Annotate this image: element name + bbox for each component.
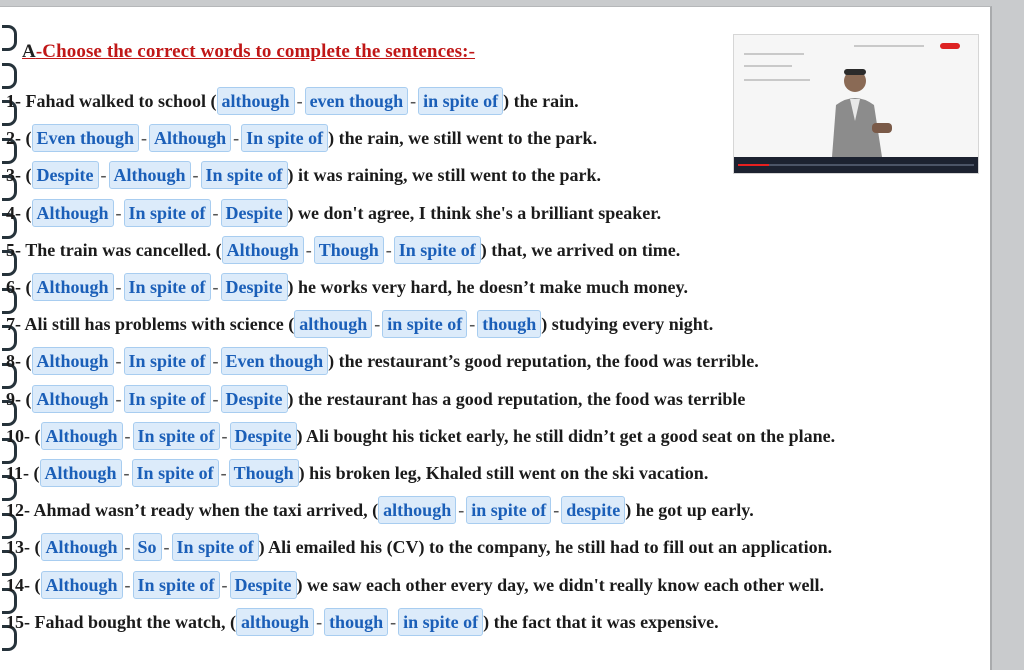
- answer-option[interactable]: in spite of: [466, 496, 551, 524]
- answer-option[interactable]: though: [324, 608, 388, 636]
- answer-option[interactable]: Despite: [230, 422, 297, 450]
- option-separator: -: [305, 239, 312, 260]
- question-text-after: ) he got up early.: [625, 500, 754, 521]
- video-progress-bar[interactable]: [738, 164, 974, 166]
- option-separator: -: [124, 425, 131, 446]
- answer-option[interactable]: Even though: [32, 124, 140, 152]
- question-number: 12-: [6, 500, 30, 521]
- option-separator: -: [553, 500, 560, 521]
- question-text-after: ) Ali bought his ticket early, he still didn’t get a good seat on the plane.: [296, 425, 836, 446]
- answer-option[interactable]: Despite: [221, 385, 288, 413]
- question-number: 1-: [6, 91, 21, 111]
- option-separator: -: [233, 128, 240, 149]
- question-row: [6, 86, 579, 116]
- option-separator: -: [141, 128, 148, 149]
- option-separator: -: [469, 314, 476, 335]
- teacher-figure: [734, 35, 978, 157]
- video-played-fill: [738, 164, 769, 166]
- option-separator: -: [212, 202, 219, 223]
- answer-option[interactable]: although: [236, 608, 314, 636]
- question-row: [6, 384, 745, 414]
- question-text-before: (: [34, 537, 41, 558]
- question-text-before: (: [25, 165, 32, 186]
- option-separator: -: [221, 425, 228, 446]
- question-number: 6-: [6, 277, 21, 297]
- answer-option[interactable]: In spite of: [124, 385, 211, 413]
- answer-option[interactable]: Although: [32, 385, 114, 413]
- answer-option[interactable]: Despite: [221, 273, 288, 301]
- option-separator: -: [123, 463, 130, 483]
- answer-option[interactable]: Even though: [221, 347, 329, 375]
- option-separator: -: [374, 314, 381, 335]
- whiteboard-image: [734, 35, 978, 157]
- question-text-before: Ahmad wasn’t ready when the taxi arrived, (: [33, 500, 379, 521]
- question-text-after: ) it was raining, we still went to the park.: [287, 165, 602, 186]
- question-number: 9-: [6, 388, 21, 409]
- answer-option[interactable]: In spite of: [132, 459, 219, 487]
- question-text-after: ) he works very hard, he doesn’t make much money.: [287, 277, 689, 297]
- option-separator: -: [115, 351, 122, 372]
- exercise-heading: [22, 41, 475, 63]
- answer-option[interactable]: Although: [41, 533, 123, 561]
- question-number: 7-: [6, 314, 21, 335]
- answer-option[interactable]: So: [133, 533, 162, 561]
- question-number: 13-: [6, 537, 30, 558]
- question-row: [6, 346, 759, 376]
- question-text-before: (: [25, 351, 32, 372]
- question-number: 8-: [6, 351, 21, 372]
- question-text-after: ) the restaurant’s good reputation, the food was terrible.: [328, 351, 759, 372]
- question-text-after: ) we don't agree, I think she's a brilliant speaker.: [287, 202, 662, 223]
- answer-option[interactable]: Although: [32, 273, 114, 301]
- answer-option[interactable]: Although: [41, 422, 123, 450]
- question-text-after: ) the restaurant has a good reputation, the food was terrible: [287, 388, 746, 409]
- exercise-instruction: -Choose the correct words to complete the sentences:-: [35, 41, 476, 62]
- question-text-after: ) the rain.: [503, 91, 579, 111]
- question-row: [6, 607, 719, 637]
- option-separator: -: [115, 202, 122, 223]
- question-text-before: (: [34, 574, 41, 595]
- question-text-after: ) we saw each other every day, we didn't really know each other well.: [296, 574, 824, 595]
- answer-option[interactable]: In spite of: [201, 161, 288, 189]
- answer-option[interactable]: Although: [32, 199, 114, 227]
- answer-option[interactable]: although: [217, 87, 295, 115]
- question-text-before: (: [34, 425, 41, 446]
- answer-option[interactable]: Although: [149, 124, 231, 152]
- video-control-bar[interactable]: [734, 157, 978, 173]
- option-separator: -: [100, 165, 107, 186]
- answer-option[interactable]: In spite of: [172, 533, 259, 561]
- answer-option[interactable]: In spite of: [124, 199, 211, 227]
- answer-option[interactable]: despite: [561, 496, 625, 524]
- answer-option[interactable]: In spite of: [124, 347, 211, 375]
- question-text-before: Fahad walked to school (: [25, 91, 217, 111]
- question-row: [6, 495, 754, 525]
- question-text-after: ) that, we arrived on time.: [480, 239, 681, 260]
- question-text-before: (: [25, 388, 32, 409]
- option-separator: -: [221, 574, 228, 595]
- question-row: [6, 160, 601, 190]
- answer-option[interactable]: Although: [222, 236, 304, 264]
- question-number: 15-: [6, 611, 30, 632]
- answer-option[interactable]: Although: [32, 347, 114, 375]
- answer-option[interactable]: In spite of: [124, 273, 211, 301]
- worksheet-page: [0, 6, 992, 670]
- option-separator: -: [316, 611, 323, 632]
- answer-option[interactable]: in spite of: [398, 608, 483, 636]
- question-text-after: ) his broken leg, Khaled still went on the ski vacation.: [298, 463, 709, 483]
- option-separator: -: [115, 388, 122, 409]
- answer-option[interactable]: Although: [109, 161, 191, 189]
- answer-option[interactable]: Despite: [221, 199, 288, 227]
- option-separator: -: [212, 277, 219, 297]
- answer-option[interactable]: Although: [40, 459, 122, 487]
- question-number: 5-: [6, 239, 21, 260]
- option-separator: -: [124, 537, 131, 558]
- question-text-before: (: [25, 202, 32, 223]
- question-row: [6, 570, 824, 600]
- question-number: 10-: [6, 425, 30, 446]
- question-number: 4-: [6, 202, 21, 223]
- question-text-after: ) Ali emailed his (CV) to the company, he still had to fill out an application.: [258, 537, 833, 558]
- answer-option[interactable]: Though: [229, 459, 299, 487]
- exercise-letter: A: [22, 41, 36, 62]
- answer-option[interactable]: In spite of: [394, 236, 481, 264]
- binding-ring: [2, 63, 17, 89]
- question-text-after: ) the rain, we still went to the park.: [328, 128, 598, 149]
- question-row: [6, 235, 680, 265]
- option-separator: -: [212, 388, 219, 409]
- question-text-before: (: [25, 277, 32, 297]
- question-text-before: (: [25, 128, 32, 149]
- option-separator: -: [163, 537, 170, 558]
- option-separator: -: [220, 463, 227, 483]
- answer-option[interactable]: though: [477, 310, 541, 338]
- question-number: 2-: [6, 128, 21, 149]
- question-text-before: (: [33, 463, 40, 483]
- option-separator: -: [296, 91, 303, 111]
- video-thumbnail[interactable]: [733, 34, 979, 174]
- option-separator: -: [458, 500, 465, 521]
- option-separator: -: [390, 611, 397, 632]
- question-row: [6, 123, 597, 153]
- question-row: [6, 532, 832, 562]
- question-row: [6, 309, 713, 339]
- question-row: [6, 421, 835, 451]
- answer-option[interactable]: even though: [305, 87, 409, 115]
- answer-option[interactable]: although: [294, 310, 372, 338]
- answer-option[interactable]: although: [378, 496, 456, 524]
- answer-option[interactable]: Though: [314, 236, 384, 264]
- answer-option[interactable]: In spite of: [133, 571, 220, 599]
- option-separator: -: [385, 239, 392, 260]
- question-number: 11-: [6, 463, 30, 483]
- question-text-before: Ali still has problems with science (: [24, 314, 295, 335]
- option-separator: -: [124, 574, 131, 595]
- question-row: [6, 272, 688, 302]
- question-row: [6, 198, 661, 228]
- answer-option[interactable]: In spite of: [241, 124, 328, 152]
- binding-ring: [2, 25, 17, 51]
- answer-option[interactable]: In spite of: [133, 422, 220, 450]
- question-text-after: ) studying every night.: [541, 314, 714, 335]
- option-separator: -: [212, 351, 219, 372]
- answer-option[interactable]: Although: [41, 571, 123, 599]
- question-number: 3-: [6, 165, 21, 186]
- option-separator: -: [410, 91, 417, 111]
- question-text-after: ) the fact that it was expensive.: [483, 611, 719, 632]
- answer-option[interactable]: in spite of: [418, 87, 503, 115]
- answer-option[interactable]: in spite of: [382, 310, 467, 338]
- question-row: [6, 458, 708, 488]
- question-number: 14-: [6, 574, 30, 595]
- answer-option[interactable]: Despite: [230, 571, 297, 599]
- question-text-before: The train was cancelled. (: [25, 239, 222, 260]
- option-separator: -: [192, 165, 199, 186]
- question-text-before: Fahad bought the watch, (: [34, 611, 237, 632]
- answer-option[interactable]: Despite: [32, 161, 99, 189]
- option-separator: -: [115, 277, 122, 297]
